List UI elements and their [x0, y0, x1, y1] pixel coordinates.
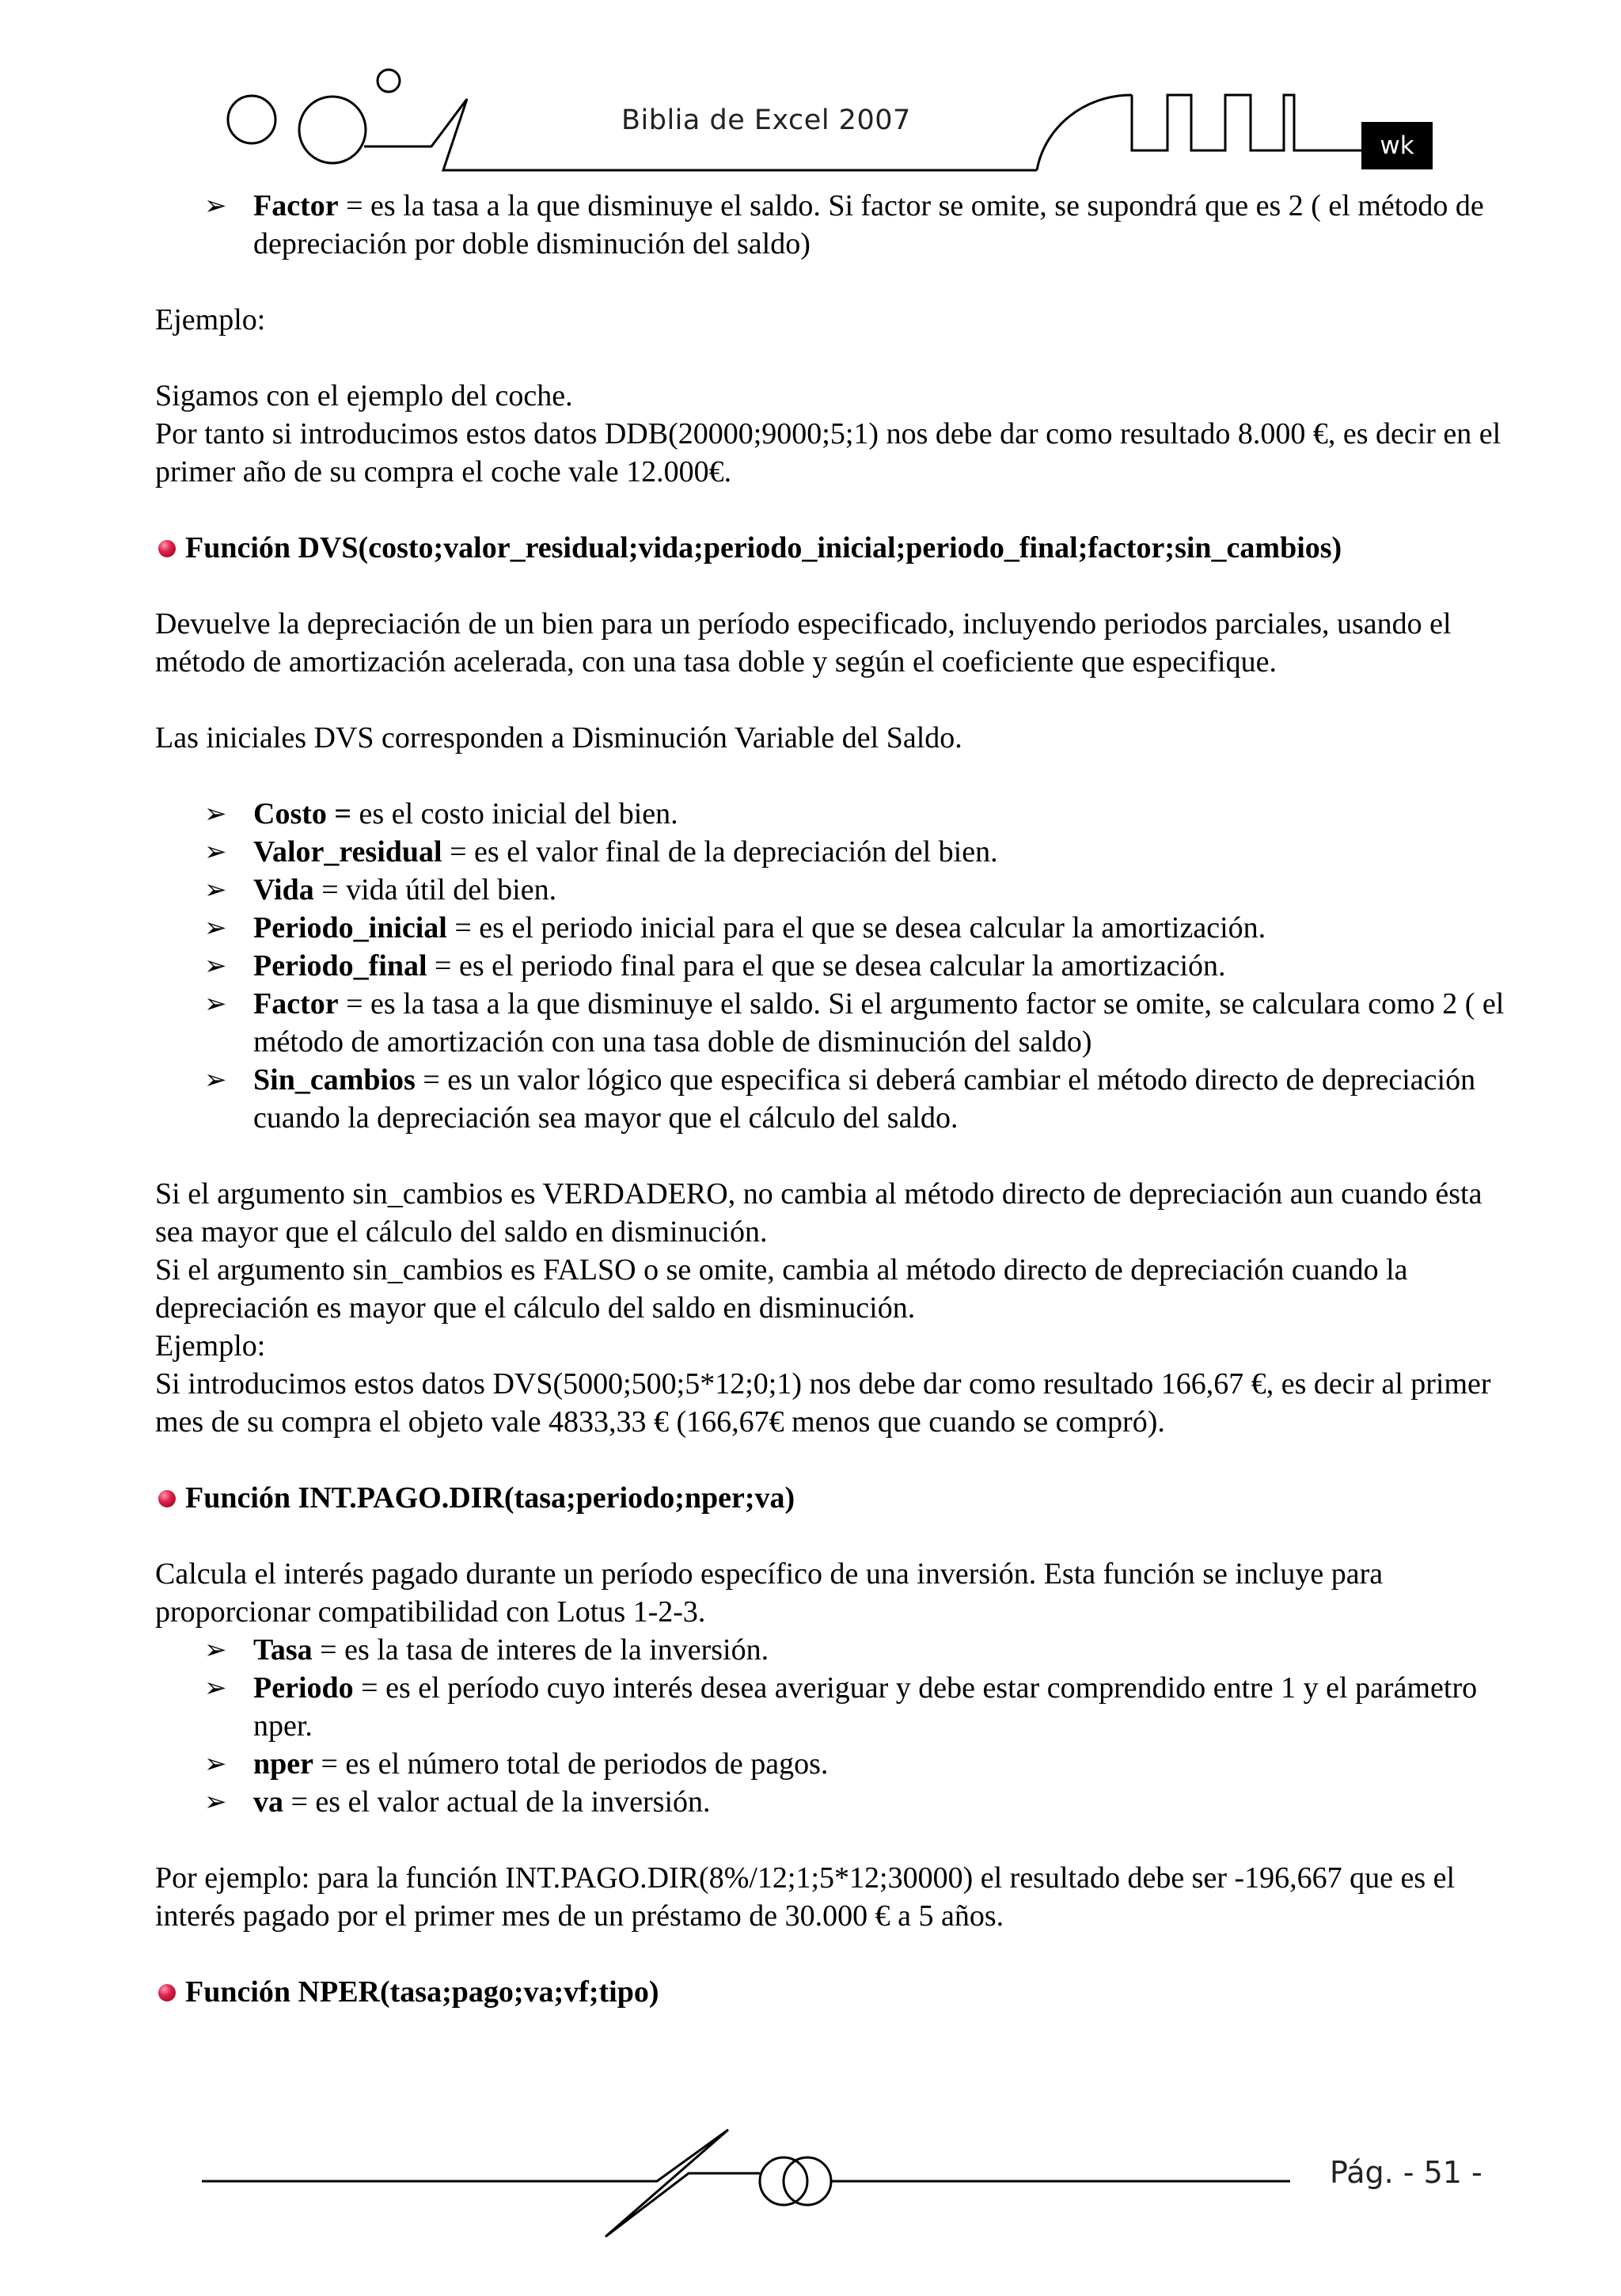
red-bullet-icon: [158, 1984, 176, 2001]
section-heading-int-pago-dir: Función INT.PAGO.DIR(tasa;periodo;nper;va): [155, 1479, 1517, 1517]
list-item: ➢ Sin_cambios = es un valor lógico que especifica si deberá cambiar el método directo de depreciación cuando la depreciación sea mayor que el cálculo del saldo.: [155, 1061, 1517, 1137]
list-item: ➢ nper = es el número total de periodos de pagos.: [155, 1745, 1517, 1783]
red-bullet-icon: [158, 1490, 176, 1507]
red-bullet-icon: [158, 540, 176, 557]
list-item: ➢ Factor = es la tasa a la que disminuye el saldo. Si factor se omite, se supondrá que es 2 ( el método de depreciación por doble disminución del saldo): [155, 187, 1517, 263]
section-heading-nper: Función NPER(tasa;pago;va;vf;tipo): [155, 1973, 1517, 2011]
list-item: ➢ Vida = vida útil del bien.: [155, 871, 1517, 909]
paragraph: Calcula el interés pagado durante un período específico de una inversión. Esta función se incluye para proporcionar compatibilidad con Lotus 1-2-3.: [155, 1557, 1384, 1629]
list-item: ➢ Costo = es el costo inicial del bien.: [155, 795, 1517, 833]
paragraph: Si el argumento sin_cambios es FALSO o se omite, cambia al método directo de depreciación cuando la depreciación es mayor que el cálculo del saldo en disminución.: [155, 1253, 1408, 1325]
paragraph: Si el argumento sin_cambios es VERDADERO, no cambia al método directo de depreciación aun cuando ésta sea mayor que el cálculo del saldo en disminución.: [155, 1177, 1482, 1249]
bullet-list-int-pago-args: [155, 1631, 1517, 1821]
arrow-bullet-icon: ➢: [204, 988, 227, 1020]
arrow-bullet-icon: ➢: [204, 950, 227, 982]
paragraph: Si introducimos estos datos DVS(5000;500;5*12;0;1) nos debe dar como resultado 166,67 €, es decir al primer mes de su compra el objeto vale 4833,33 € (166,67€ menos que cuando se compró).: [155, 1367, 1491, 1439]
arrow-bullet-icon: ➢: [204, 912, 227, 944]
paragraph: Ejemplo:: [155, 1329, 266, 1363]
bullet-list-dvs-args: [155, 795, 1517, 1137]
arrow-bullet-icon: ➢: [204, 1634, 227, 1666]
list-item: ➢ Valor_residual = es el valor final de la depreciación del bien.: [155, 833, 1517, 871]
header-title: Biblia de Excel 2007: [621, 105, 911, 136]
list-item: ➢ Periodo_inicial = es el periodo inicial para el que se desea calcular la amortización.: [155, 909, 1517, 947]
arrow-bullet-icon: ➢: [204, 798, 227, 830]
bullet-list-factor: [155, 187, 1517, 263]
arrow-bullet-icon: ➢: [204, 1748, 227, 1780]
page-content: [155, 187, 1517, 2011]
list-item: ➢ Periodo = es el período cuyo interés desea averiguar y debe estar comprendido entre 1 y el parámetro nper.: [155, 1669, 1517, 1745]
arrow-bullet-icon: ➢: [204, 190, 227, 222]
list-item: ➢ Periodo_final = es el periodo final para el que se desea calcular la amortización.: [155, 947, 1517, 985]
list-item: ➢ Tasa = es la tasa de interes de la inversión.: [155, 1631, 1517, 1669]
arrow-bullet-icon: ➢: [204, 874, 227, 906]
paragraph: Por tanto si introducimos estos datos DDB(20000;9000;5;1) nos debe dar como resultado 8.000 €, es decir en el primer año de su compra el coche vale 12.000€.: [155, 417, 1501, 488]
paragraph: Las iniciales DVS corresponden a Disminución Variable del Saldo.: [155, 721, 962, 755]
list-item: ➢ va = es el valor actual de la inversión.: [155, 1783, 1517, 1821]
arrow-bullet-icon: ➢: [204, 1064, 227, 1096]
wk-badge: wk: [1361, 122, 1433, 169]
page-number: Pág. - 51 -: [1330, 2155, 1482, 2190]
paragraph: Devuelve la depreciación de un bien para un período especificado, incluyendo periodos parciales, usando el método de amortización acelerada, con una tasa doble y según el coeficiente que especifique.: [155, 607, 1452, 679]
paragraph: Sigamos con el ejemplo del coche.: [155, 379, 573, 412]
arrow-bullet-icon: ➢: [204, 836, 227, 868]
list-item: ➢ Factor = es la tasa a la que disminuye el saldo. Si el argumento factor se omite, se calculara como 2 ( el método de amortización con una tasa doble de disminución del saldo): [155, 985, 1517, 1061]
section-heading-dvs: Función DVS(costo;valor_residual;vida;periodo_inicial;periodo_final;factor;sin_cambios): [155, 529, 1517, 567]
arrow-bullet-icon: ➢: [204, 1786, 227, 1818]
paragraph: Por ejemplo: para la función INT.PAGO.DIR(8%/12;1;5*12;30000) el resultado debe ser -196,667 que es el interés pagado por el primer mes de un préstamo de 30.000 € a 5 años.: [155, 1861, 1456, 1933]
paragraph: Ejemplo:: [155, 303, 266, 336]
arrow-bullet-icon: ➢: [204, 1672, 227, 1704]
